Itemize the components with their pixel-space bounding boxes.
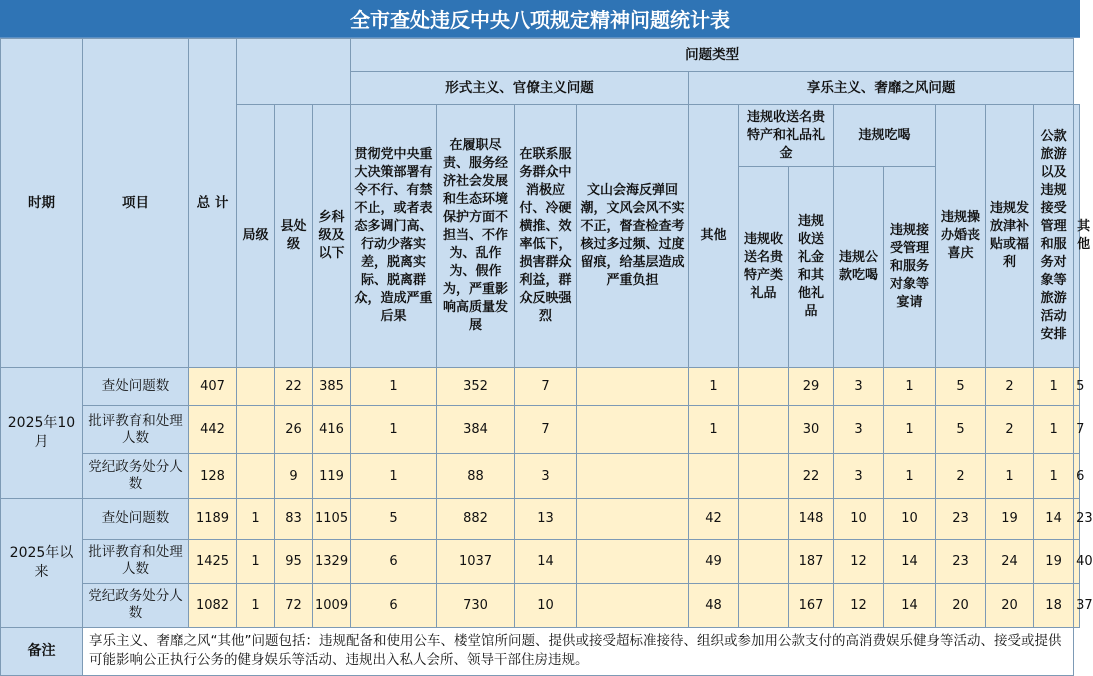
value-cell: 5 <box>936 406 986 454</box>
value-cell: 1 <box>689 368 739 406</box>
value-cell <box>739 539 789 583</box>
value-cell: 1 <box>884 454 936 499</box>
value-cell: 1 <box>237 539 275 583</box>
row-label: 党纪政务处分人数 <box>83 583 189 627</box>
formalism-type-2-header: 在履职尽责、服务经济社会发展和生态环境保护方面不担当、不作为、乱作为、假作为，严重影响高质量发展 <box>437 105 515 368</box>
value-cell <box>739 406 789 454</box>
value-cell: 2 <box>986 406 1034 454</box>
level-bureau-header: 局级 <box>237 105 275 368</box>
value-cell: 88 <box>437 454 515 499</box>
level-county-header: 县处级 <box>275 105 313 368</box>
value-cell <box>689 454 739 499</box>
formalism-type-1-header: 贯彻党中央重大决策部署有令不行、有禁不止，或者表态多调门高、行动少落实差，脱离实际、脱离群众，造成严重后果 <box>351 105 437 368</box>
value-cell <box>237 368 275 406</box>
value-cell: 3 <box>834 368 884 406</box>
note-text: 享乐主义、奢靡之风“其他”问题包括：违规配备和使用公车、楼堂馆所问题、提供或接受超标准接待、组织或参加用公款支付的高消费娱乐健身等活动、接受或提供可能影响公正执行公务的健身娱乐等活动、违规出入私人会所、领导干部住房违规。 <box>83 627 1074 675</box>
hedonism-group-header: 享乐主义、奢靡之风问题 <box>689 72 1074 105</box>
row-label: 批评教育和处理人数 <box>83 539 189 583</box>
value-cell: 24 <box>986 539 1034 583</box>
value-cell <box>739 499 789 539</box>
formalism-group-header: 形式主义、官僚主义问题 <box>351 72 689 105</box>
value-cell: 23 <box>936 499 986 539</box>
hedonism-type-7-header: 公款旅游以及违规接受管理和服务对象等旅游活动安排 <box>1034 105 1074 368</box>
value-cell: 1 <box>884 406 936 454</box>
period-cell: 2025年10月 <box>1 368 83 499</box>
value-cell: 1 <box>351 454 437 499</box>
value-cell <box>739 368 789 406</box>
formalism-other-header: 其他 <box>689 105 739 368</box>
value-cell: 1 <box>351 368 437 406</box>
row-label: 党纪政务处分人数 <box>83 454 189 499</box>
value-cell: 23 <box>1074 499 1080 539</box>
value-cell: 2 <box>936 454 986 499</box>
value-cell: 730 <box>437 583 515 627</box>
period-header: 时期 <box>1 39 83 368</box>
gift-group-header: 违规收送名贵特产和礼品礼金 <box>739 105 834 167</box>
period-cell: 2025年以来 <box>1 499 83 627</box>
note-row <box>1 627 1080 675</box>
value-cell: 14 <box>515 539 577 583</box>
hedonism-type-5-header: 违规操办婚丧喜庆 <box>936 105 986 368</box>
value-cell: 352 <box>437 368 515 406</box>
value-cell: 83 <box>275 499 313 539</box>
value-cell: 14 <box>1034 499 1074 539</box>
value-cell: 3 <box>834 454 884 499</box>
value-cell: 385 <box>313 368 351 406</box>
value-cell: 19 <box>986 499 1034 539</box>
row-label: 查处问题数 <box>83 499 189 539</box>
value-cell: 442 <box>189 406 237 454</box>
value-cell: 42 <box>689 499 739 539</box>
value-cell: 20 <box>986 583 1034 627</box>
value-cell: 1 <box>689 406 739 454</box>
value-cell: 7 <box>515 368 577 406</box>
value-cell: 1 <box>237 583 275 627</box>
hedonism-type-3-header: 违规公款吃喝 <box>834 167 884 368</box>
value-cell: 13 <box>515 499 577 539</box>
value-cell: 5 <box>1074 368 1080 406</box>
level-township-header: 乡科级及以下 <box>313 105 351 368</box>
value-cell: 882 <box>437 499 515 539</box>
value-cell: 1 <box>351 406 437 454</box>
value-cell <box>577 368 689 406</box>
value-cell: 1 <box>237 499 275 539</box>
statistics-table <box>0 38 1093 676</box>
formalism-type-3-header: 在联系服务群众中消极应付、冷硬横推、效率低下，损害群众利益，群众反映强烈 <box>515 105 577 368</box>
value-cell: 49 <box>689 539 739 583</box>
value-cell: 95 <box>275 539 313 583</box>
value-cell: 1 <box>1034 368 1074 406</box>
value-cell <box>237 454 275 499</box>
total-header: 总 计 <box>189 39 237 368</box>
value-cell: 10 <box>884 499 936 539</box>
value-cell: 48 <box>689 583 739 627</box>
value-cell: 3 <box>834 406 884 454</box>
value-cell: 19 <box>1034 539 1074 583</box>
value-cell: 14 <box>884 583 936 627</box>
hedonism-type-6-header: 违规发放津补贴或福利 <box>986 105 1034 368</box>
value-cell: 10 <box>834 499 884 539</box>
value-cell <box>237 406 275 454</box>
value-cell <box>577 539 689 583</box>
hedonism-other-header: 其他 <box>1074 105 1080 368</box>
value-cell: 22 <box>789 454 834 499</box>
value-cell: 1 <box>884 368 936 406</box>
value-cell: 6 <box>351 583 437 627</box>
value-cell: 26 <box>275 406 313 454</box>
value-cell: 1 <box>986 454 1034 499</box>
value-cell: 18 <box>1034 583 1074 627</box>
value-cell <box>577 454 689 499</box>
value-cell: 30 <box>789 406 834 454</box>
row-label: 查处问题数 <box>83 368 189 406</box>
value-cell: 20 <box>936 583 986 627</box>
row-label: 批评教育和处理人数 <box>83 406 189 454</box>
table-row <box>1 539 1080 583</box>
table-row <box>1 406 1080 454</box>
value-cell <box>739 583 789 627</box>
value-cell: 37 <box>1074 583 1080 627</box>
value-cell: 128 <box>189 454 237 499</box>
hedonism-type-4-header: 违规接受管理和服务对象等宴请 <box>884 167 936 368</box>
value-cell: 1009 <box>313 583 351 627</box>
value-cell: 3 <box>515 454 577 499</box>
value-cell: 9 <box>275 454 313 499</box>
value-cell: 1329 <box>313 539 351 583</box>
value-cell <box>577 583 689 627</box>
value-cell: 10 <box>515 583 577 627</box>
level-header-blank <box>237 39 351 105</box>
value-cell: 12 <box>834 539 884 583</box>
hedonism-type-2-header: 违规收送礼金和其他礼品 <box>789 167 834 368</box>
value-cell: 1082 <box>189 583 237 627</box>
value-cell <box>739 454 789 499</box>
value-cell: 6 <box>1074 454 1080 499</box>
value-cell: 407 <box>189 368 237 406</box>
dining-group-header: 违规吃喝 <box>834 105 936 167</box>
value-cell: 1189 <box>189 499 237 539</box>
table-row <box>1 499 1080 539</box>
value-cell: 1105 <box>313 499 351 539</box>
table-title: 全市查处违反中央八项规定精神问题统计表 <box>0 0 1080 38</box>
formalism-type-4-header: 文山会海反弹回潮，文风会风不实不正，督查检查考核过多过频、过度留痕，给基层造成严重负担 <box>577 105 689 368</box>
value-cell <box>577 406 689 454</box>
table-row <box>1 454 1080 499</box>
value-cell: 40 <box>1074 539 1080 583</box>
value-cell: 22 <box>275 368 313 406</box>
value-cell: 187 <box>789 539 834 583</box>
value-cell: 1 <box>1034 454 1074 499</box>
value-cell: 1 <box>1034 406 1074 454</box>
value-cell: 416 <box>313 406 351 454</box>
value-cell: 14 <box>884 539 936 583</box>
hedonism-type-1-header: 违规收送名贵特产类礼品 <box>739 167 789 368</box>
item-header: 项目 <box>83 39 189 368</box>
value-cell: 2 <box>986 368 1034 406</box>
value-cell: 1425 <box>189 539 237 583</box>
table-row <box>1 583 1080 627</box>
problem-type-header: 问题类型 <box>351 39 1074 72</box>
value-cell: 29 <box>789 368 834 406</box>
value-cell: 7 <box>1074 406 1080 454</box>
value-cell: 148 <box>789 499 834 539</box>
table-row <box>1 368 1080 406</box>
value-cell: 12 <box>834 583 884 627</box>
value-cell <box>577 499 689 539</box>
value-cell: 23 <box>936 539 986 583</box>
value-cell: 1037 <box>437 539 515 583</box>
value-cell: 5 <box>936 368 986 406</box>
value-cell: 119 <box>313 454 351 499</box>
value-cell: 384 <box>437 406 515 454</box>
value-cell: 7 <box>515 406 577 454</box>
value-cell: 167 <box>789 583 834 627</box>
value-cell: 5 <box>351 499 437 539</box>
value-cell: 72 <box>275 583 313 627</box>
value-cell: 6 <box>351 539 437 583</box>
note-label: 备注 <box>1 627 83 675</box>
